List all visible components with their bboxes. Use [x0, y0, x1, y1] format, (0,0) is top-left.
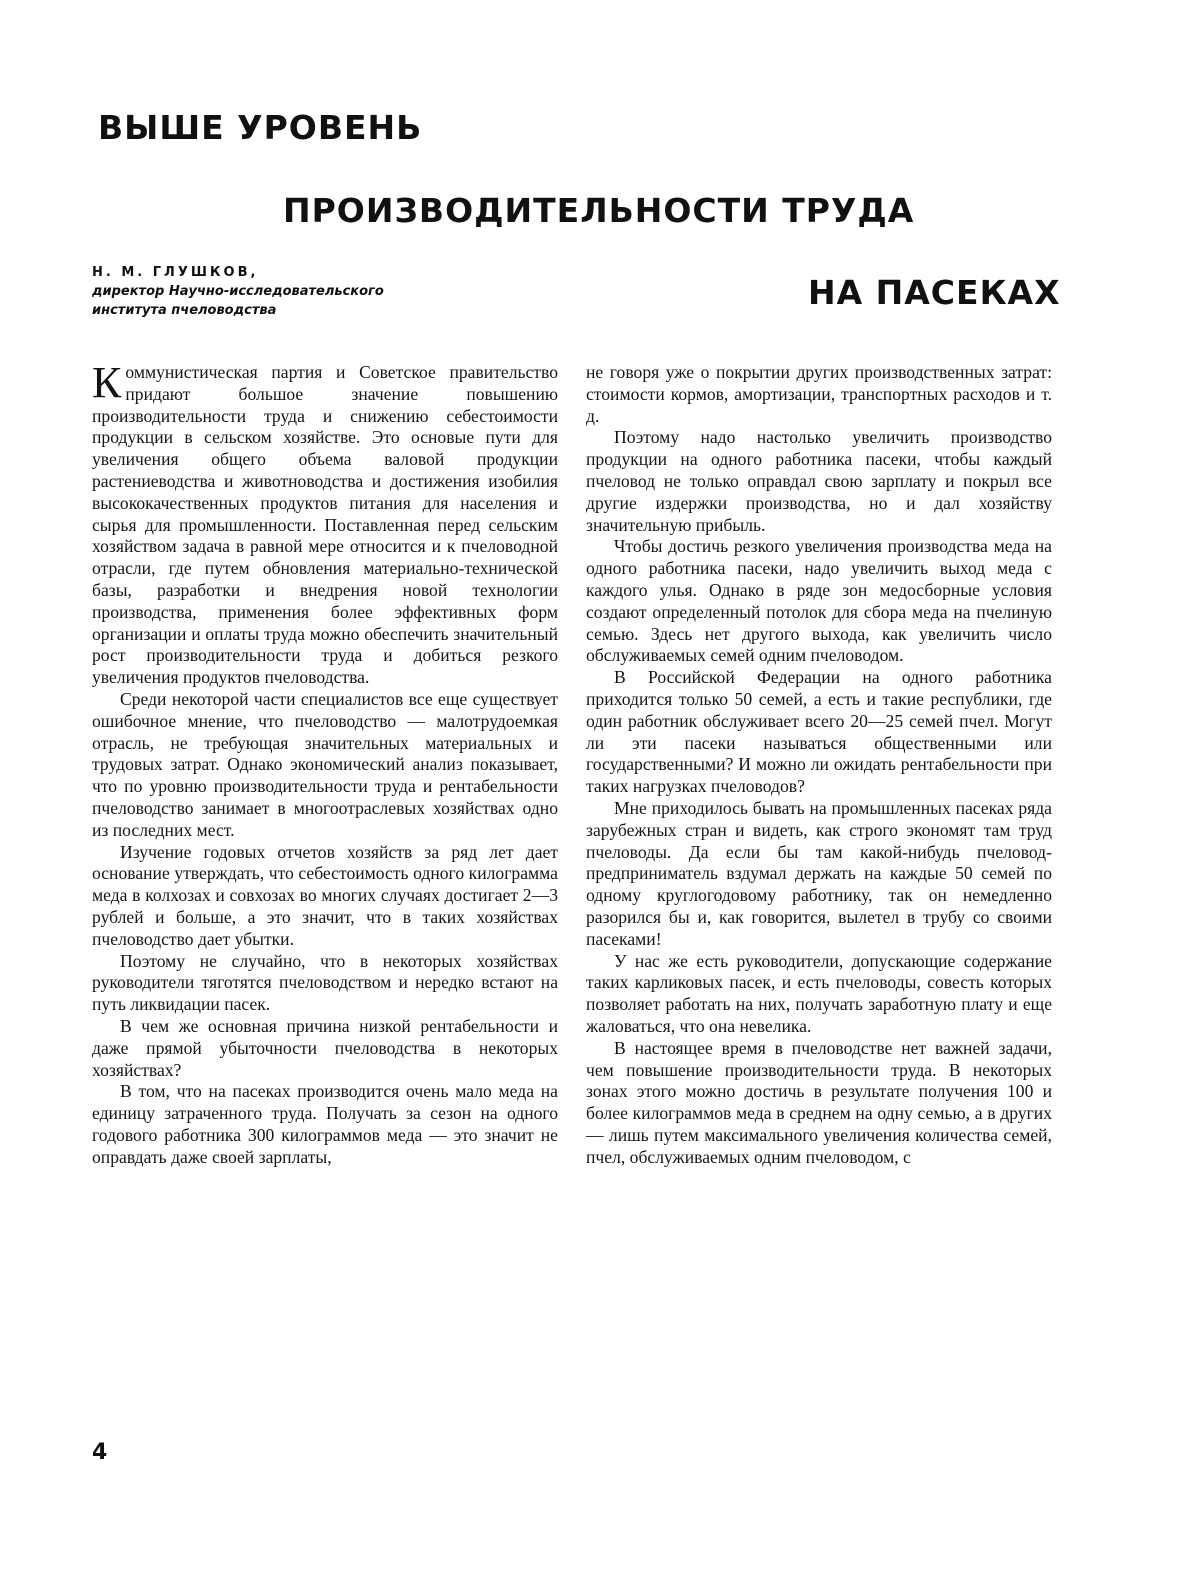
author-role-line-1: директор Научно-исследовательского: [92, 284, 384, 299]
paragraph: Поэтому не случайно, что в некоторых хозяйствах руководители тяготятся пчеловодством и нередко встают на путь ликвидации пасек.: [92, 950, 558, 1015]
paragraph: В Российской Федерации на одного работника приходится только 50 семей, а есть и такие республики, где один работник обслуживает всего 20—25 семей пчел. Могут ли эти пасеки называться общественными или государственными? И можно ли ожидать рентабельности при таких нагрузках пчеловодов?: [586, 667, 1052, 797]
title-line-1: ВЫШЕ УРОВЕНЬ: [98, 108, 423, 147]
paragraph: [92, 358, 558, 689]
paragraph: В чем же основная причина низкой рентабельности и даже прямой убыточности пчеловодства в некоторых хозяйствах?: [92, 1015, 558, 1080]
title-line-3: НА ПАСЕКАХ: [808, 273, 1061, 312]
paragraph: Среди некоторой части специалистов все еще существует ошибочное мнение, что пчеловодство — малотрудоемкая отрасль, не требующая значительных материальных и трудовых затрат. Однако экономический анализ показывает, что по уровню производительности труда и рентабельности пчеловодство занимает в многоотраслевых хозяйствах одно из последних мест.: [92, 688, 558, 840]
page-number: 4: [92, 1440, 108, 1465]
paragraph: Мне приходилось бывать на промышленных пасеках ряда зарубежных стран и видеть, как строго экономят там труд пчеловоды. Да если бы там какой-нибудь пчеловод-предприниматель вздумал держать на каждые 50 семей по одному круглогодовому работнику, так он немедленно разорился бы и, как говорится, вылетел в трубу со своими пасеками!: [586, 797, 1052, 949]
article-column-left: [92, 358, 558, 1168]
paragraph: Чтобы достичь резкого увеличения производства меда на одного работника пасеки, надо увеличить выход меда с каждого улья. Однако в ряде зон медосборные условия создают определенный потолок для сбора меда на пчелиную семью. Здесь нет другого выхода, как увеличить число обслуживаемых семей одним пчеловодом.: [586, 536, 1052, 666]
paragraph: В том, что на пасеках производится очень мало меда на единицу затраченного труда. Получать за сезон на одного годового работника 300 килограммов меда — это значит не оправдать даже своей зарплаты,: [92, 1081, 558, 1167]
paragraph: Изучение годовых отчетов хозяйств за ряд лет дает основание утверждать, что себестоимость одного килограмма меда в колхозах и совхозах во многих случаях достигает 2—3 рублей и больше, а это значит, что в таких хозяйствах пчеловодство дает убытки.: [92, 841, 558, 949]
paragraph: В настоящее время в пчеловодстве нет важней задачи, чем повышение производительности труда. В некоторых зонах этого можно достичь в результате получения 100 и более килограммов меда в среднем на одну семью, а в других — лишь путем максимального увеличения количества семей, пчел, обслуживаемых одним пчеловодом, с: [586, 1037, 1052, 1167]
title-line-2: ПРОИЗВОДИТЕЛЬНОСТИ ТРУДА: [283, 191, 915, 230]
paragraph: Поэтому надо настолько увеличить производство продукции на одного работника пасеки, чтобы каждый пчеловод не только оправдал свою зарплату и покрыл все другие издержки производства, но и дал хозяйству значительную прибыль.: [586, 427, 1052, 535]
article-column-right: [586, 362, 1052, 1168]
byline: [92, 263, 384, 320]
paragraph-text: оммунистическая партия и Советское правительство придают большое значение повышению производительности труда и снижению себестоимости продукции в сельском хозяйстве. Это основые пути для увеличения общего объема валовой продукции растениеводства и животноводства и достижения изобилия высококачественных продуктов питания для населения и сырья для промышленности. Поставленная перед сельским хозяйством задача в равной мере относится и к пчеловодной отрасли, где путем обновления материально-технической базы, разработки и внедрения новой технологии производства, применения более эффективных форм организации и оплаты труда можно обеспечить значительный рост производительности труда и добиться резкого увеличения продуктов пчеловодства.: [92, 362, 558, 688]
author-role-line-2: института пчеловодства: [92, 303, 277, 318]
drop-cap: К: [92, 358, 122, 407]
author-name: Н. М. ГЛУШКОВ,: [92, 265, 259, 280]
paragraph: У нас же есть руководители, допускающие содержание таких карликовых пасек, и есть пчеловоды, совесть которых позволяет работать на них, получать заработную плату и еще жаловаться, что она невелика.: [586, 950, 1052, 1036]
paragraph: не говоря уже о покрытии других производственных затрат: стоимости кормов, амортизации, транспортных расходов и т. д.: [586, 362, 1052, 426]
